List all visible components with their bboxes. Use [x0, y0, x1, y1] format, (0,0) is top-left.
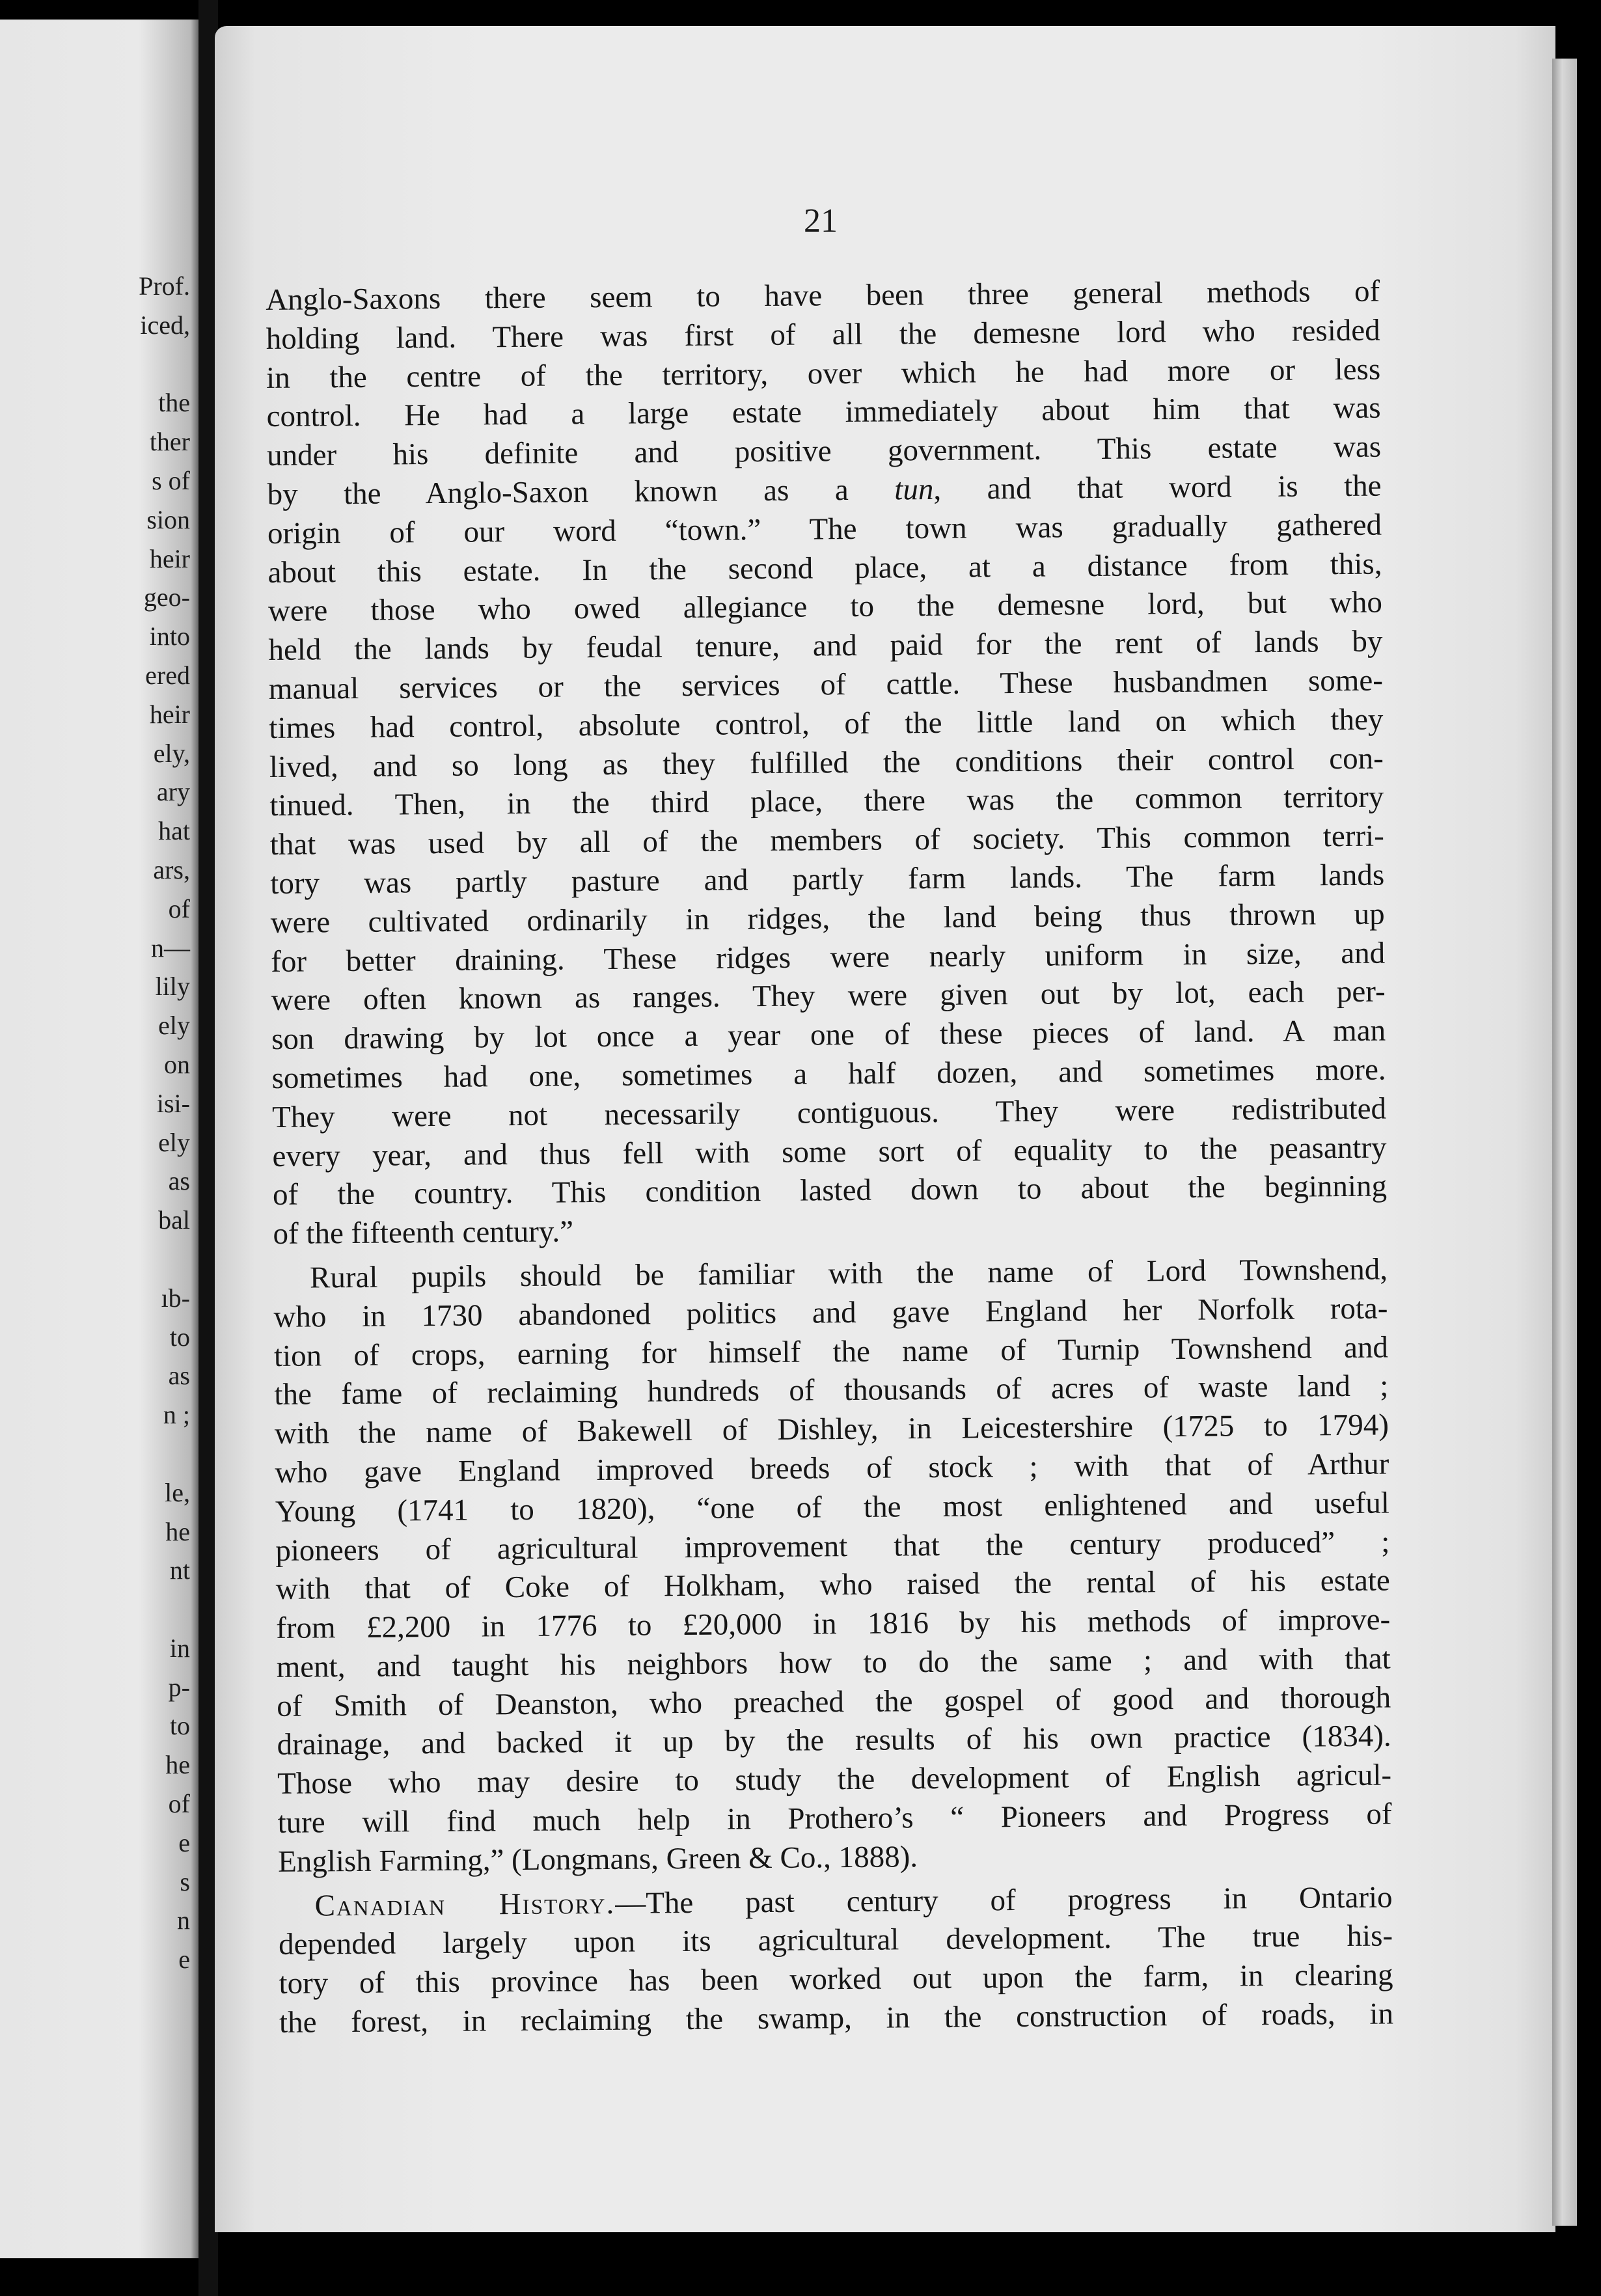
text-line: Those who may desire to study the development of English agricul-	[277, 1758, 1392, 1801]
left-fragment-line	[0, 1434, 190, 1473]
text-line: English Farming,” (Longmans, Green & Co., 1888).	[277, 1840, 918, 1879]
text-line: were cultivated ordinarily in ridges, the land being thus thrown up	[270, 897, 1385, 940]
text-line: the fame of reclaiming hundreds of thousands of acres of waste land ;	[274, 1369, 1389, 1412]
text-line: tory of this province has been worked out upon the farm, in clearing	[279, 1958, 1393, 2001]
paragraph-canadian-history	[278, 1878, 1393, 2043]
section-heading: Canadian History.	[314, 1886, 616, 1923]
left-fragment-line: ely,	[153, 738, 190, 768]
text-line: holding land. There was first of all the demesne lord who resided	[266, 313, 1380, 356]
text-line: pioneers of agricultural improvement that the century produced” ;	[275, 1524, 1390, 1568]
page-number: 21	[804, 202, 838, 239]
left-fragment-line: into	[149, 622, 190, 651]
text-line: tory was partly pasture and partly farm lands. The farm lands	[270, 858, 1385, 901]
left-fragment-line: p-	[168, 1672, 190, 1702]
left-fragment-line: ars,	[153, 854, 190, 884]
left-fragment-line: Prof.	[139, 271, 190, 301]
left-fragment-line: isi-	[156, 1088, 190, 1118]
left-fragment-line: of	[168, 894, 190, 923]
text-line: who gave England improved breeds of stock ; with that of Arthur	[275, 1447, 1389, 1490]
text-line: in the centre of the territory, over which he had more or less	[266, 352, 1381, 395]
left-fragment-line: of	[168, 1789, 190, 1819]
left-fragment-line: e	[178, 1945, 190, 1975]
text-line: by the Anglo-Saxon known as a tun, and that word is the	[267, 469, 1382, 512]
left-fragment-line: sion	[146, 504, 190, 534]
text-line: the forest, in reclaiming the swamp, in the construction of roads, in	[279, 1997, 1394, 2040]
left-fragment-line: as	[168, 1166, 190, 1196]
left-fragment-line: ely	[158, 1011, 190, 1041]
page-body	[266, 273, 1393, 2043]
text-line: lived, and so long as they fulfilled the conditions their control con-	[269, 741, 1384, 784]
text-line: were those who owed allegiance to the demesne lord, but who	[267, 585, 1383, 629]
left-fragment-line: heir	[149, 699, 190, 729]
text-line: origin of our word “town.” The town was gradually gathered	[267, 508, 1382, 551]
text-line: about this estate. In the second place, at a distance from this,	[267, 547, 1382, 590]
text-line: for better draining. These ridges were nearly uniform in size, and	[271, 936, 1386, 979]
text-line: from £2,200 in 1776 to £20,000 in 1816 by his methods of improve-	[276, 1602, 1391, 1646]
text-line-rest: —The past century of progress in Ontario	[615, 1880, 1393, 1920]
left-fragment-line	[0, 1590, 190, 1629]
left-fragment-line: n	[177, 1906, 190, 1935]
left-fragment-line: as	[168, 1361, 190, 1391]
text-line: of Smith of Deanston, who preached the gospel of good and thorough	[276, 1680, 1391, 1723]
left-fragment-line: nt	[169, 1555, 190, 1585]
text-line: with that of Coke of Holkham, who raised the rental of his estate	[275, 1563, 1390, 1607]
left-fragment-line: iced,	[140, 310, 190, 340]
text-line: depended largely upon its agricultural development. The true his-	[278, 1919, 1393, 1962]
left-fragment-line: to	[169, 1322, 190, 1352]
page-edge-shadow	[1552, 59, 1577, 2226]
text-line: Rural pupils should be familiar with the name of Lord Townshend,	[309, 1252, 1388, 1295]
text-line: who in 1730 abandoned politics and gave England her Norfolk rota-	[273, 1291, 1388, 1334]
text-line: that was used by all of the members of society. This common terri-	[269, 819, 1384, 862]
left-fragment-line: n—	[151, 933, 190, 963]
text-line: every year, and thus fell with some sort of equality to the peasantry	[272, 1130, 1387, 1173]
left-fragment-line: he	[165, 1516, 190, 1546]
left-fragment-line: lily	[155, 972, 190, 1002]
text-line: under his definite and positive government. This estate was	[266, 430, 1382, 473]
paragraph-anglo-saxon-land	[266, 273, 1388, 1254]
text-line: ture will find much help in Prothero’s “ Pioneers and Progress of	[277, 1797, 1392, 1840]
left-fragment-line: le,	[165, 1477, 190, 1507]
text-line: They were not necessarily contiguous. They were redistributed	[271, 1091, 1387, 1134]
text-line: control. He had a large estate immediately about him that was	[266, 390, 1381, 434]
text-line: held the lands by feudal tenure, and paid for the rent of lands by	[268, 624, 1383, 668]
text-line: son drawing by lot once a year one of these pieces of land. A man	[271, 1013, 1386, 1057]
text-line: sometimes had one, sometimes a half dozen, and sometimes more.	[271, 1052, 1386, 1095]
paragraph-rural-pupils	[273, 1250, 1392, 1881]
left-fragment-line: the	[158, 388, 190, 418]
left-fragment-line: to	[169, 1711, 190, 1741]
left-fragment-line: ely	[158, 1127, 190, 1157]
left-fragment-line	[0, 1240, 190, 1279]
left-fragment-line: ıb-	[161, 1283, 190, 1313]
text-line: ment, and taught his neighbors how to do the same ; and with that	[276, 1641, 1391, 1684]
text-line: tinued. Then, in the third place, there was the common territory	[269, 780, 1384, 823]
text-line: Anglo-Saxons there seem to have been three general methods of	[266, 274, 1380, 317]
left-fragment-line: ary	[156, 777, 190, 807]
left-fragment-line: heir	[149, 543, 190, 573]
left-fragment-line: in	[169, 1633, 190, 1663]
text-line: Young (1741 to 1820), “one of the most enlightened and useful	[275, 1486, 1390, 1529]
text-line: were often known as ranges. They were given out by lot, each per-	[271, 974, 1386, 1018]
text-line: times had control, absolute control, of the little land on which they	[269, 702, 1384, 745]
left-fragment-line: ered	[145, 660, 190, 690]
text-line: of the fifteenth century.”	[273, 1214, 574, 1251]
text-line: tion of crops, earning for himself the name of Turnip Townshend and	[273, 1330, 1389, 1373]
left-fragment-line: on	[164, 1049, 190, 1079]
text-line: drainage, and backed it up by the results of his own practice (1834).	[277, 1719, 1391, 1762]
text-line: with the name of Bakewell of Dishley, in Leicestershire (1725 to 1794)	[274, 1408, 1389, 1451]
left-page-text-fragments	[0, 267, 190, 1979]
text-line: manual services or the services of cattle. These husbandmen some-	[268, 663, 1384, 706]
left-fragment-line: ther	[149, 427, 190, 457]
left-fragment-line: geo-	[143, 582, 190, 612]
left-fragment-line: e	[178, 1827, 190, 1857]
left-fragment-line: he	[165, 1750, 190, 1780]
italic-word: tun	[894, 472, 934, 507]
left-fragment-line: s	[180, 1866, 190, 1896]
left-fragment-line: n ;	[163, 1400, 190, 1430]
text-line: of the country. This condition lasted down to about the beginning	[272, 1169, 1388, 1212]
left-fragment-line: hat	[158, 816, 190, 846]
left-fragment-line: s of	[152, 465, 190, 495]
left-fragment-line: bal	[158, 1205, 190, 1235]
left-fragment-line	[0, 345, 190, 384]
